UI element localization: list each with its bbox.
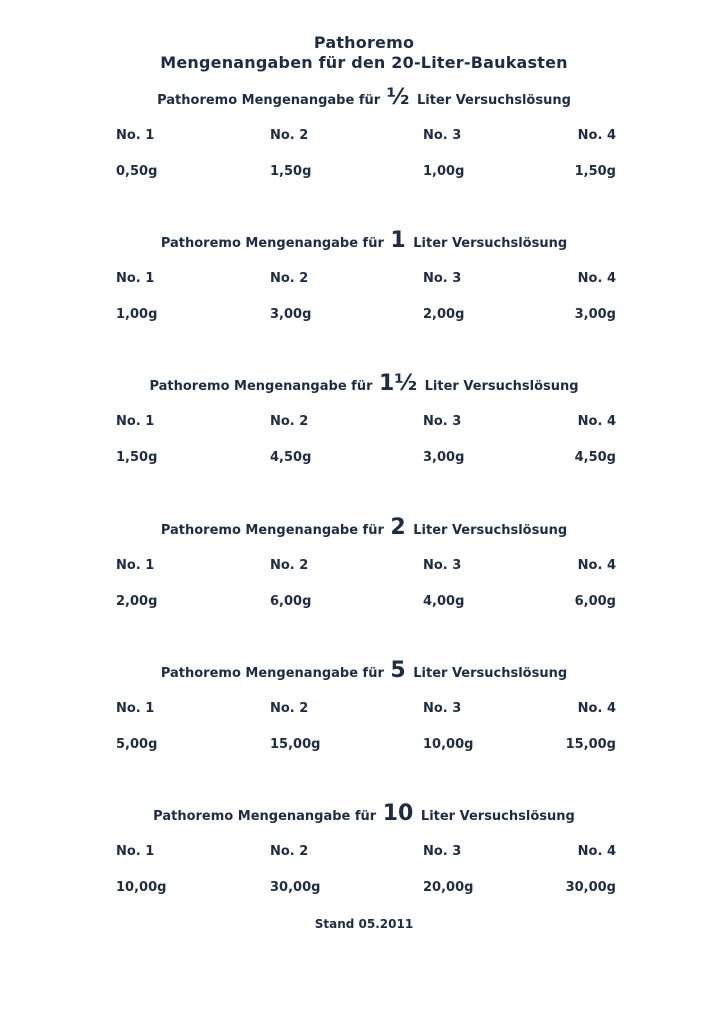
value-no2: 15,00g <box>270 737 321 752</box>
column-header-no1: No. 1 <box>116 701 155 716</box>
value-no2: 30,00g <box>270 880 321 895</box>
column-header-no1: No. 1 <box>116 414 155 429</box>
heading-suffix: Liter Versuchslösung <box>413 236 568 251</box>
heading-quantity: 10 <box>382 801 414 826</box>
column-header-no3: No. 3 <box>423 271 462 286</box>
value-no3: 20,00g <box>423 880 474 895</box>
heading-suffix: Liter Versuchslösung <box>424 379 579 394</box>
heading-quantity: ½ <box>386 85 410 110</box>
section-heading <box>0 801 728 831</box>
value-no1: 1,50g <box>116 450 158 465</box>
value-no2: 3,00g <box>270 307 312 322</box>
heading-suffix: Liter Versuchslösung <box>416 93 571 108</box>
column-header-no3: No. 3 <box>423 414 462 429</box>
heading-prefix: Pathoremo Mengenangabe für <box>149 379 373 394</box>
column-header-no3: No. 3 <box>423 701 462 716</box>
heading-quantity: 1 <box>390 228 406 253</box>
value-no4: 1,50g <box>574 164 616 179</box>
heading-quantity: 1½ <box>379 371 418 396</box>
section-10-liter <box>0 801 728 901</box>
heading-prefix: Pathoremo Mengenangabe für <box>157 93 381 108</box>
heading-suffix: Liter Versuchslösung <box>413 666 568 681</box>
section-heading <box>0 658 728 688</box>
value-no1: 0,50g <box>116 164 158 179</box>
value-no2: 1,50g <box>270 164 312 179</box>
column-header-no1: No. 1 <box>116 844 155 859</box>
value-no3: 10,00g <box>423 737 474 752</box>
column-header-no3: No. 3 <box>423 558 462 573</box>
column-header-no2: No. 2 <box>270 414 309 429</box>
section-5-liter <box>0 658 728 758</box>
footer-date: Stand 05.2011 <box>314 917 414 931</box>
value-no3: 2,00g <box>423 307 465 322</box>
value-no4: 3,00g <box>574 307 616 322</box>
column-header-no2: No. 2 <box>270 128 309 143</box>
document-subtitle: Mengenangaben für den 20-Liter-Baukasten <box>160 53 568 72</box>
heading-suffix: Liter Versuchslösung <box>413 523 568 538</box>
column-header-no1: No. 1 <box>116 128 155 143</box>
column-header-no2: No. 2 <box>270 558 309 573</box>
column-header-no4: No. 4 <box>577 844 616 859</box>
value-no1: 10,00g <box>116 880 167 895</box>
column-header-no2: No. 2 <box>270 844 309 859</box>
heading-suffix: Liter Versuchslösung <box>420 809 575 824</box>
section-2-liter <box>0 515 728 615</box>
heading-quantity: 2 <box>390 515 406 540</box>
heading-prefix: Pathoremo Mengenangabe für <box>160 236 384 251</box>
heading-prefix: Pathoremo Mengenangabe für <box>160 523 384 538</box>
document-title: Pathoremo <box>313 33 415 52</box>
value-no3: 3,00g <box>423 450 465 465</box>
value-no4: 4,50g <box>574 450 616 465</box>
column-header-no4: No. 4 <box>577 701 616 716</box>
value-no1: 2,00g <box>116 594 158 609</box>
column-header-no4: No. 4 <box>577 271 616 286</box>
section-heading <box>0 85 728 115</box>
heading-prefix: Pathoremo Mengenangabe für <box>153 809 377 824</box>
column-header-no4: No. 4 <box>577 128 616 143</box>
section-heading <box>0 228 728 258</box>
heading-quantity: 5 <box>390 658 406 683</box>
value-no4: 15,00g <box>565 737 616 752</box>
section-heading <box>0 371 728 401</box>
value-no2: 6,00g <box>270 594 312 609</box>
value-no1: 5,00g <box>116 737 158 752</box>
heading-prefix: Pathoremo Mengenangabe für <box>160 666 384 681</box>
column-header-no3: No. 3 <box>423 128 462 143</box>
section-heading <box>0 515 728 545</box>
column-header-no1: No. 1 <box>116 558 155 573</box>
column-header-no3: No. 3 <box>423 844 462 859</box>
value-no4: 6,00g <box>574 594 616 609</box>
section-half-liter <box>0 85 728 185</box>
column-header-no4: No. 4 <box>577 414 616 429</box>
column-header-no2: No. 2 <box>270 701 309 716</box>
section-1-liter <box>0 228 728 328</box>
value-no2: 4,50g <box>270 450 312 465</box>
value-no4: 30,00g <box>565 880 616 895</box>
value-no3: 1,00g <box>423 164 465 179</box>
value-no3: 4,00g <box>423 594 465 609</box>
column-header-no1: No. 1 <box>116 271 155 286</box>
value-no1: 1,00g <box>116 307 158 322</box>
column-header-no4: No. 4 <box>577 558 616 573</box>
section-1-5-liter <box>0 371 728 471</box>
column-header-no2: No. 2 <box>270 271 309 286</box>
